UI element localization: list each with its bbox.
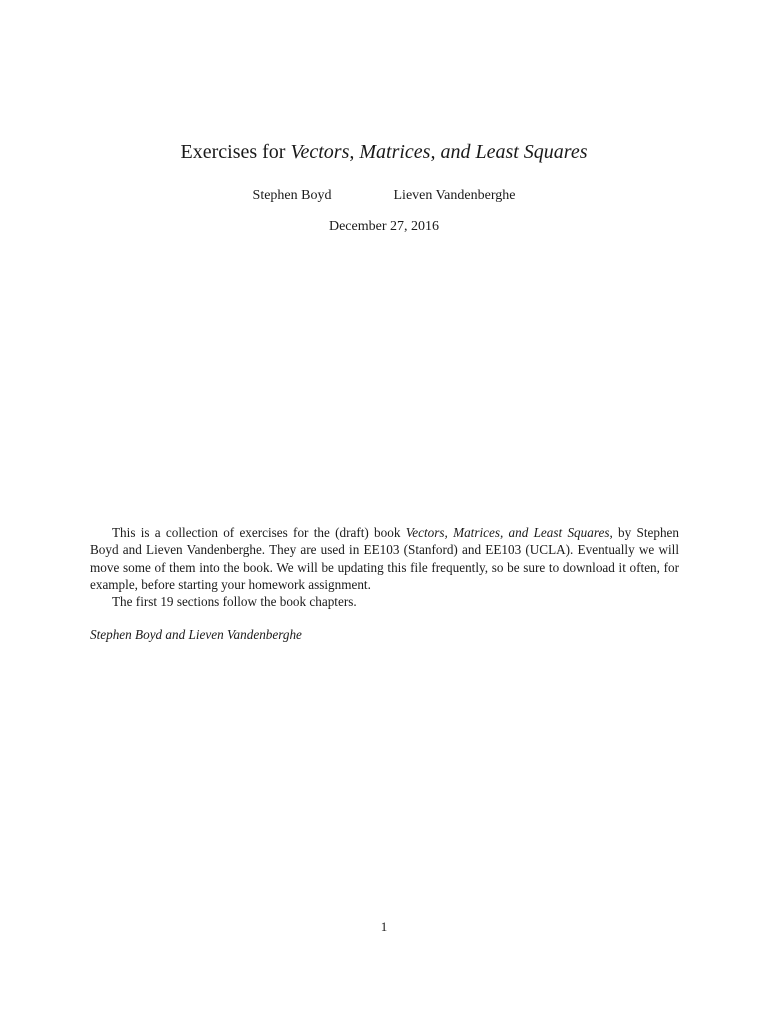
document-title <box>0 141 768 164</box>
page-number: 1 <box>380 919 388 934</box>
preface-text-end: , by Stephen Boyd and Lieven Vandenberghe. They are used in EE103 (Stanford) and EE103 (UCLA). Eventually we will move some of them into the book. We will be updating this file frequently, so be sure to download it often, for example, before starting your homework assignment. <box>90 525 679 592</box>
title-book-name: Vectors, Matrices, and Least Squares <box>290 141 588 163</box>
preface-text-start: This is a collection of exercises for the (draft) book <box>112 525 406 540</box>
document-date: December 27, 2016 <box>328 219 440 234</box>
author-name: Lieven Vandenberghe <box>393 188 516 203</box>
preface-paragraph: The first 19 sections follow the book chapters. <box>112 594 357 610</box>
preface-book-name: Vectors, Matrices, and Least Squares <box>405 525 610 540</box>
preface-text <box>90 524 679 610</box>
signature: Stephen Boyd and Lieven Vandenberghe <box>90 627 302 642</box>
title-prefix: Exercises for <box>180 141 291 163</box>
author-name: Stephen Boyd <box>252 188 332 203</box>
author-line <box>0 188 768 204</box>
preface-paragraph <box>90 524 679 593</box>
